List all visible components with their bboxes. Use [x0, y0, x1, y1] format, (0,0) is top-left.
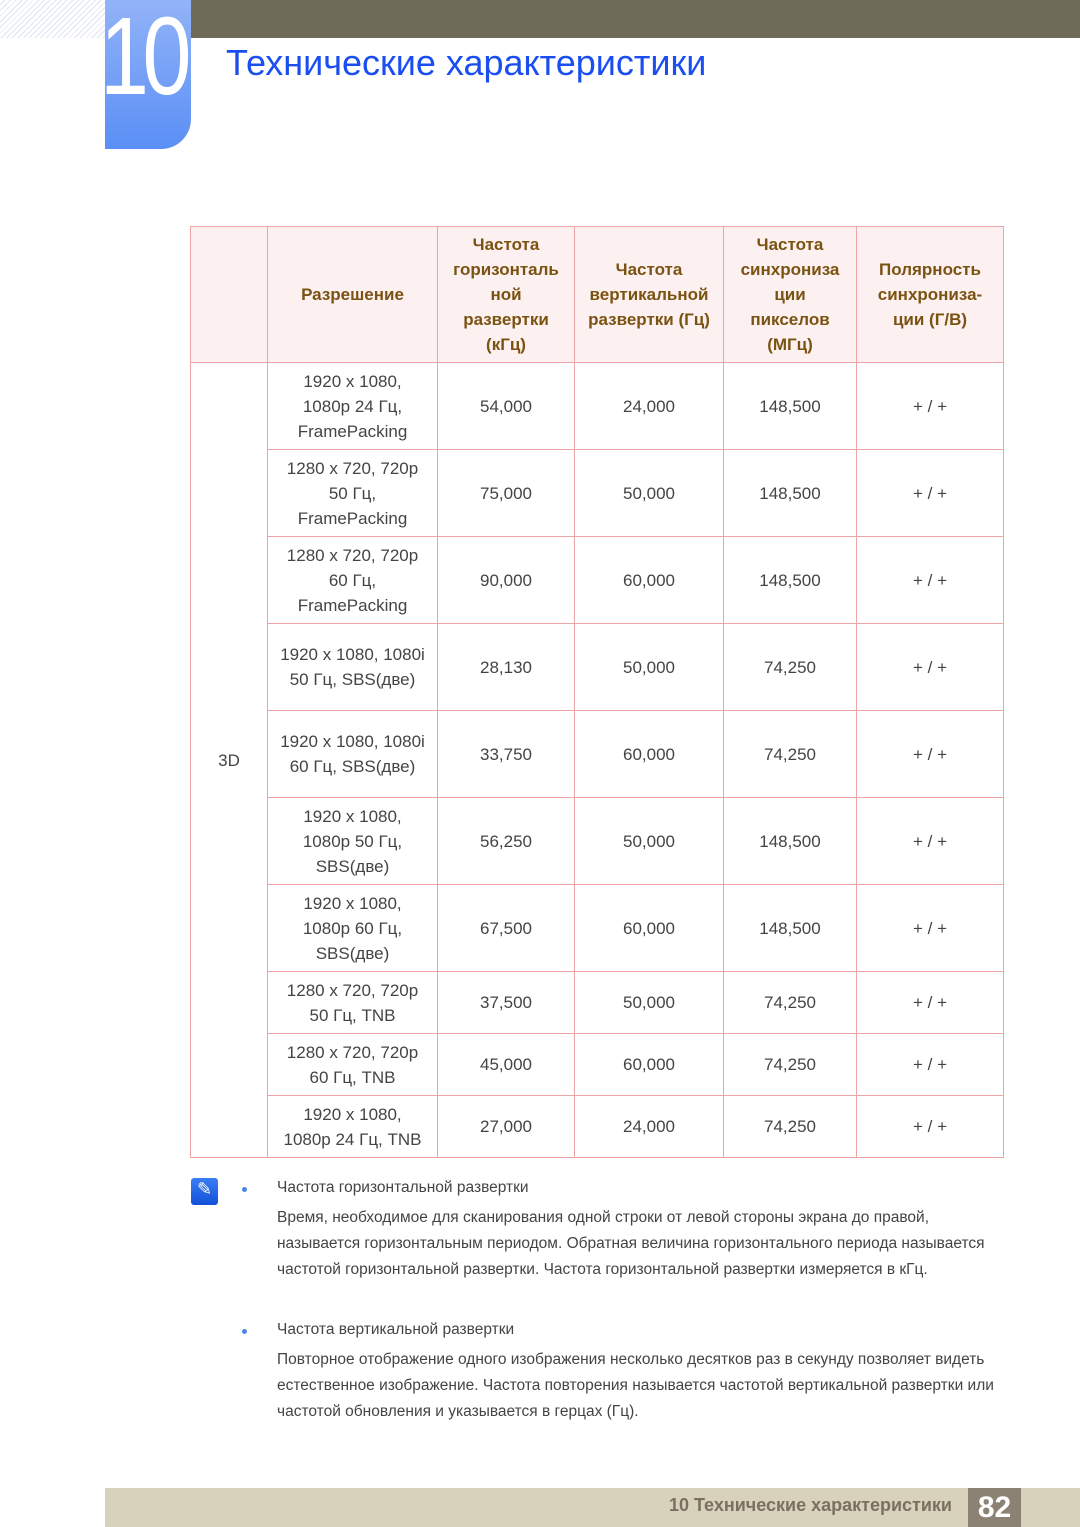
- table-cell: + / +: [857, 711, 1004, 798]
- note-body: Повторное отображение одного изображения несколько десятков раз в секунду позволяет видеть естественное изображение. Частота повторения называется частотой вертикальной развертки или частотой обновления и указывается в герцах (Гц).: [277, 1351, 994, 1420]
- table-cell: 67,500: [438, 885, 575, 972]
- decorative-hatch: [0, 0, 105, 38]
- table-cell: 60,000: [575, 711, 724, 798]
- column-header: Разрешение: [268, 227, 438, 363]
- table-row: [191, 624, 1004, 711]
- table-cell: 33,750: [438, 711, 575, 798]
- note-body: Время, необходимое для сканирования одной строки от левой стороны экрана до правой, называется горизонтальным периодом. Обратная величина горизонтального периода называется частотой горизонтальной развертки. Частота горизонтальной развертки измеряется в кГц.: [277, 1209, 985, 1278]
- column-header: [191, 227, 268, 363]
- table-row: [191, 363, 1004, 450]
- footer-chapter: 10 Технические характеристики: [668, 1495, 952, 1515]
- table-cell: 50,000: [575, 972, 724, 1034]
- table-cell: + / +: [857, 624, 1004, 711]
- note-icon: [191, 1178, 218, 1205]
- table-cell: 148,500: [724, 450, 857, 537]
- table-cell: 45,000: [438, 1034, 575, 1096]
- table-cell: 148,500: [724, 798, 857, 885]
- table-cell: + / +: [857, 450, 1004, 537]
- table-cell: + / +: [857, 1034, 1004, 1096]
- table-cell: 27,000: [438, 1096, 575, 1158]
- footer: [105, 1488, 1080, 1527]
- table-row: [191, 450, 1004, 537]
- table-cell: 50,000: [575, 624, 724, 711]
- bullet-icon: [242, 1187, 247, 1192]
- table-cell: 56,250: [438, 798, 575, 885]
- table-cell: 1280 x 720, 720p 50 Гц, FramePacking: [268, 450, 438, 537]
- table-cell: 75,000: [438, 450, 575, 537]
- page-title: Технические характеристики: [226, 42, 707, 83]
- table-cell: 60,000: [575, 885, 724, 972]
- note-title: Частота горизонтальной развертки: [277, 1179, 529, 1196]
- table-cell: 1920 x 1080, 1080p 24 Гц, TNB: [268, 1096, 438, 1158]
- column-header: Полярность синхрониза-ции (Г/В): [857, 227, 1004, 363]
- timing-table: [190, 226, 1004, 1158]
- header-bar: [190, 0, 1080, 38]
- table-cell: + / +: [857, 972, 1004, 1034]
- table-cell: 148,500: [724, 537, 857, 624]
- table-cell: + / +: [857, 1096, 1004, 1158]
- table-cell: 74,250: [724, 1034, 857, 1096]
- table-cell: + / +: [857, 537, 1004, 624]
- table-cell: 1920 x 1080, 1080i 50 Гц, SBS(две): [268, 624, 438, 711]
- table-cell: 148,500: [724, 363, 857, 450]
- table-row: [191, 972, 1004, 1034]
- table-cell: 28,130: [438, 624, 575, 711]
- column-header: Частота вертикальной развертки (Гц): [575, 227, 724, 363]
- table-cell: 60,000: [575, 537, 724, 624]
- table-cell: 74,250: [724, 972, 857, 1034]
- table-cell: 1280 x 720, 720p 60 Гц, FramePacking: [268, 537, 438, 624]
- table-cell: + / +: [857, 363, 1004, 450]
- table-cell: 1920 x 1080, 1080p 50 Гц, SBS(две): [268, 798, 438, 885]
- table-cell: 1280 x 720, 720p 50 Гц, TNB: [268, 972, 438, 1034]
- page-number: 82: [968, 1488, 1021, 1527]
- table-cell: 37,500: [438, 972, 575, 1034]
- table-row: [191, 885, 1004, 972]
- column-header: Частота синхрониза ции пикселов (МГц): [724, 227, 857, 363]
- table-cell: 50,000: [575, 450, 724, 537]
- table-cell: 74,250: [724, 1096, 857, 1158]
- table-cell: 54,000: [438, 363, 575, 450]
- table-cell: 1920 x 1080, 1080p 60 Гц, SBS(две): [268, 885, 438, 972]
- table-cell: 60,000: [575, 1034, 724, 1096]
- table-cell: + / +: [857, 798, 1004, 885]
- table-row: [191, 1096, 1004, 1158]
- column-header: Частота горизонталь ной развертки (кГц): [438, 227, 575, 363]
- table-cell: 74,250: [724, 711, 857, 798]
- table-cell: 90,000: [438, 537, 575, 624]
- table-cell: 1280 x 720, 720p 60 Гц, TNB: [268, 1034, 438, 1096]
- chapter-number: 10: [100, 0, 186, 118]
- table-cell: 50,000: [575, 798, 724, 885]
- table-cell: 1920 x 1080, 1080p 24 Гц, FramePacking: [268, 363, 438, 450]
- table-cell: + / +: [857, 885, 1004, 972]
- note-title: Частота вертикальной развертки: [277, 1321, 515, 1338]
- table-cell: 24,000: [575, 1096, 724, 1158]
- table-cell: 24,000: [575, 363, 724, 450]
- table-row: [191, 1034, 1004, 1096]
- table-row: [191, 711, 1004, 798]
- table-row: [191, 798, 1004, 885]
- table-cell: 74,250: [724, 624, 857, 711]
- table-row: [191, 537, 1004, 624]
- table-cell: 1920 x 1080, 1080i 60 Гц, SBS(две): [268, 711, 438, 798]
- table-cell: 148,500: [724, 885, 857, 972]
- bullet-icon: [242, 1329, 247, 1334]
- group-label: 3D: [191, 363, 268, 1158]
